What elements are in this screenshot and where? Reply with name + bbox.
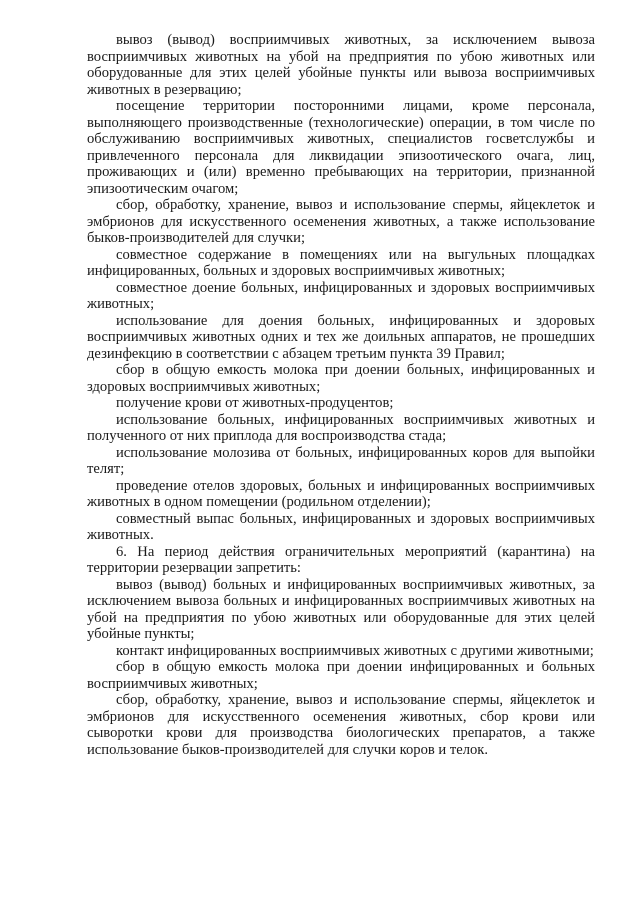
- document-page: [87, 32, 595, 758]
- paragraph: проведение отелов здоровых, больных и инфицированных восприимчивых животных в одном помещении (родильном отделении);: [87, 477, 595, 510]
- paragraph: контакт инфицированных восприимчивых животных с другими животными;: [116, 642, 594, 659]
- paragraph: получение крови от животных-продуцентов;: [116, 395, 394, 411]
- paragraph: сбор в общую емкость молока при доении больных, инфицированных и здоровых восприимчивых животных;: [87, 362, 595, 395]
- paragraph: совместное доение больных, инфицированных и здоровых восприимчивых животных;: [87, 279, 595, 312]
- paragraph: сбор в общую емкость молока при доении инфицированных и больных восприимчивых животных;: [87, 659, 595, 692]
- section-6-heading-paragraph: 6. На период действия ограничительных мероприятий (карантина) на территории резервации запретить:: [87, 543, 595, 576]
- paragraph: совместное содержание в помещениях или на выгульных площадках инфицированных, больных и здоровых восприимчивых животных;: [87, 246, 595, 279]
- paragraph: посещение территории посторонними лицами, кроме персонала, выполняющего производственные (технологические) операции, в том числе по обслуживанию восприимчивых животных, специалистов госветслужбы и привлеченного персонала для ликвидации эпизоотического очага, лиц, проживающих и (или) временно пребывающих на территории, признанной эпизоотическим очагом;: [87, 98, 595, 197]
- paragraph: сбор, обработку, хранение, вывоз и использование спермы, яйцеклеток и эмбрионов для искусственного осеменения животных, сбор крови или сыворотки крови для производства биологических препаратов, а также использование быков-производителей для случки коров и телок.: [87, 692, 595, 758]
- paragraph: использование молозива от больных, инфицированных коров для выпойки телят;: [87, 444, 595, 477]
- paragraph: использование больных, инфицированных восприимчивых животных и полученного от них приплода для воспроизводства стада;: [87, 411, 595, 444]
- paragraph: вывоз (вывод) восприимчивых животных, за исключением вывоза восприимчивых животных на убой на предприятия по убою животных или оборудованные для этих целей убойные пункты или вывоза восприимчивых животных в резервацию;: [87, 32, 595, 98]
- paragraph: вывоз (вывод) больных и инфицированных восприимчивых животных, за исключением вывоза больных и инфицированных восприимчивых животных на убой на предприятия по убою животных или оборудованные для этих целей убойные пункты;: [87, 576, 595, 642]
- paragraph: совместный выпас больных, инфицированных и здоровых восприимчивых животных.: [87, 510, 595, 543]
- paragraph: использование для доения больных, инфицированных и здоровых восприимчивых животных одних и тех же доильных аппаратов, не прошедших дезинфекцию в соответствии с абзацем третьим пункта 39 Правил;: [87, 312, 595, 362]
- paragraph: сбор, обработку, хранение, вывоз и использование спермы, яйцеклеток и эмбрионов для искусственного осеменения животных, а также использование быков-производителей для случки;: [87, 197, 595, 246]
